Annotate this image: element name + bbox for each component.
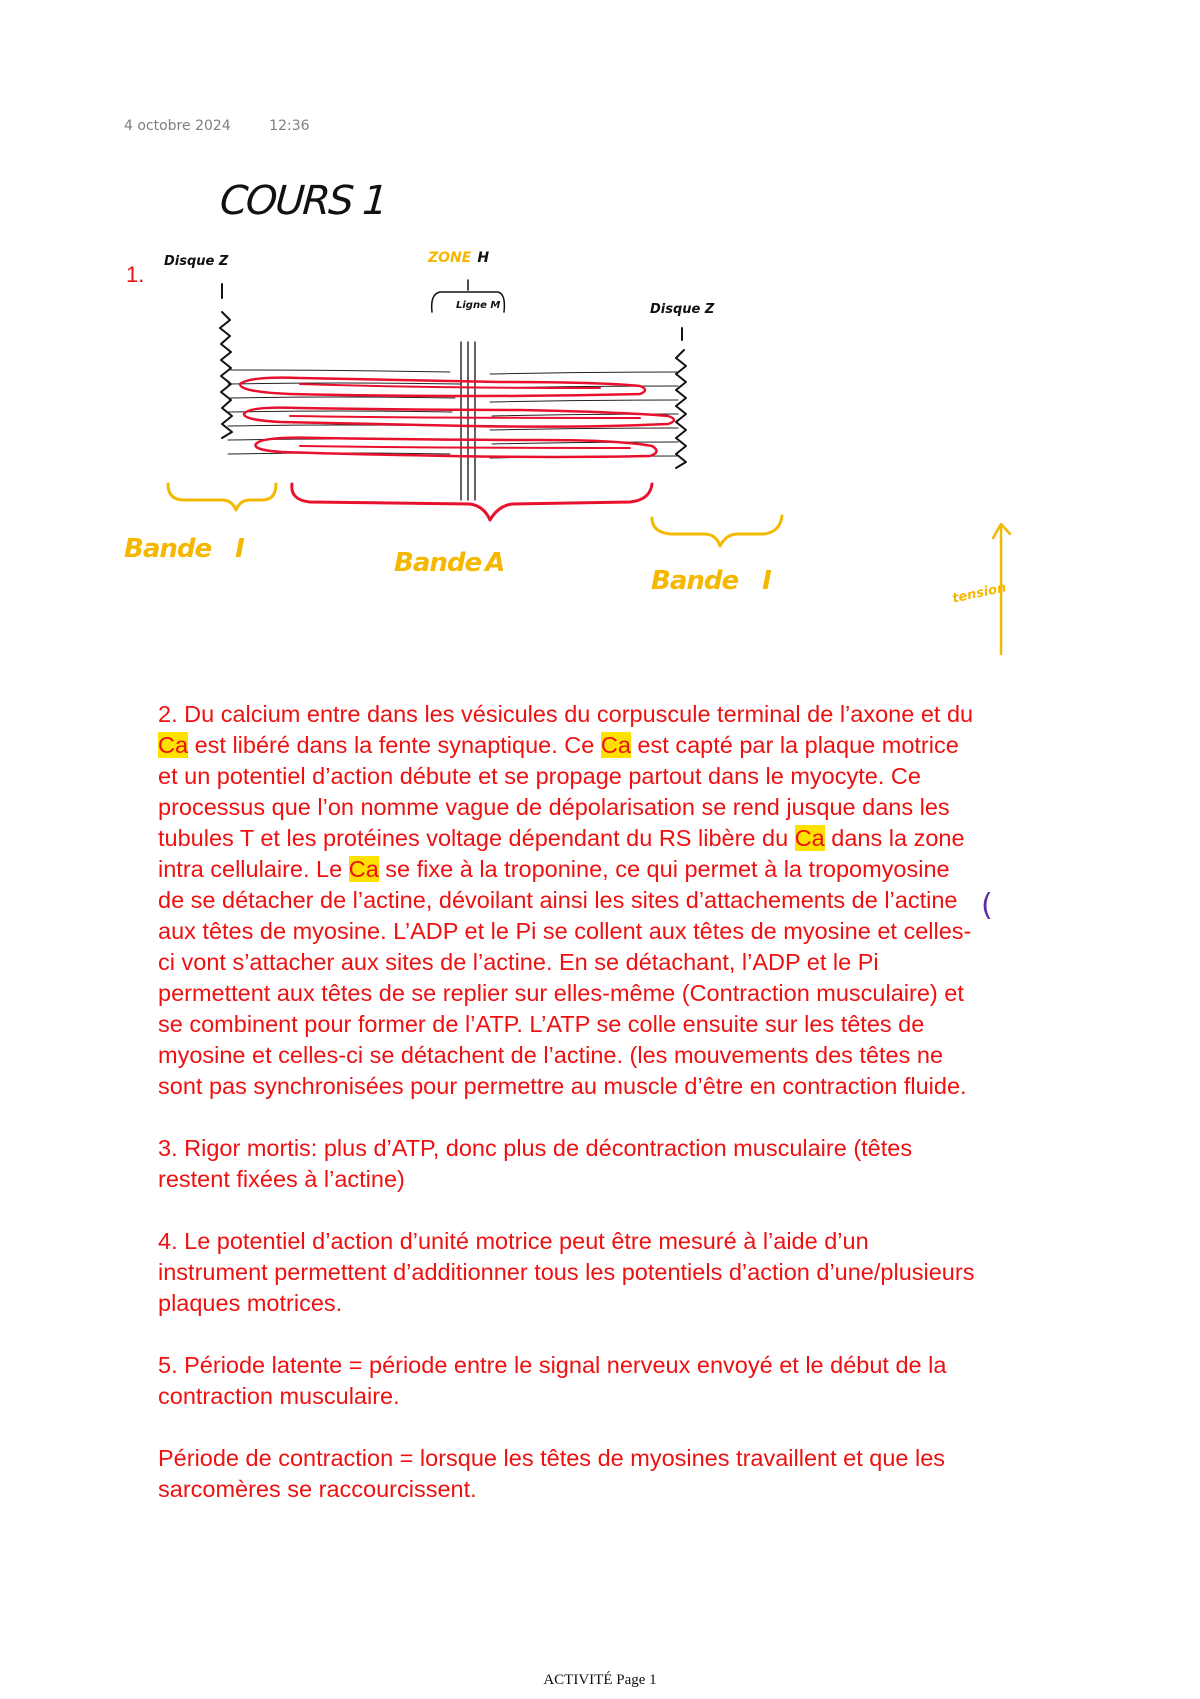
label-bande-i-right [651, 566, 771, 596]
label-zone-h [428, 250, 489, 266]
highlight-ca: Ca [794, 825, 825, 851]
answer-3: 3. Rigor mortis: plus d’ATP, donc plus de décontraction musculaire (têtes restent fixées à l’actine) [158, 1135, 913, 1192]
label-zone-text: ZONE [428, 250, 472, 266]
highlight-ca: Ca [348, 856, 379, 882]
brace-bande-a [292, 484, 652, 520]
myosin-1b [300, 384, 600, 388]
myosin-2b [290, 416, 640, 418]
myosin-3b [300, 446, 630, 448]
answer-2-part: est capté par la plaque motrice et un potentiel d’action débute et se propage partout dans le myocyte. Ce processus que l’on nomme vague de dépolarisation se rend jusque dans les tubules T et les protéines voltage dépendant du RS libère du [158, 732, 959, 851]
drawing-title: COURS 1 [218, 178, 388, 224]
label-zone-letter: H [477, 250, 490, 266]
actin-right-5 [490, 428, 678, 430]
page-footer [0, 1672, 1200, 1689]
item-number-1: 1. [126, 262, 145, 287]
label-disque-z-right: Disque Z [650, 302, 715, 317]
label-bande-a-word: Bande [394, 548, 482, 578]
actin-left-2 [228, 383, 460, 384]
actin-right-3 [490, 400, 678, 402]
answer-2 [158, 699, 978, 1102]
footer-section: ACTIVITÉ [543, 1672, 613, 1688]
z-disc-left-zigzag [220, 312, 232, 438]
label-bande-i-right-word: Bande [651, 566, 739, 596]
note-date: 4 octobre 2024 [124, 118, 231, 134]
actin-right-1 [490, 372, 678, 374]
actin-left-1 [228, 370, 450, 372]
actin-left-3 [228, 397, 455, 398]
answer-4: 4. Le potentiel d’action d’unité motrice peut être mesuré à l’aide d’un instrument permettent d’additionner tous les potentiels d’action d’une/plusieurs plaques motrices. [158, 1228, 975, 1316]
footer-page-number: Page 1 [616, 1672, 657, 1688]
note-time: 12:36 [269, 118, 310, 134]
answer-2-part: dans la zone intra cellulaire. Le [158, 825, 965, 882]
brace-bande-i-left [168, 484, 276, 510]
actin-right-6 [492, 442, 678, 444]
sarcomere-drawing [0, 0, 1200, 680]
label-tension: tension [951, 580, 1008, 607]
answer-2-part: se fixe à la troponine, ce qui permet à la tropomyosine de se détacher de l’actine, dévoilant ainsi les sites d’attachements de l’actine aux têtes de myosine. L’ADP et le Pi se collent aux têtes de myosine et celles-ci vont s’attacher aux sites de l’actine. En se détachant, l’ADP et le Pi permettent aux têtes de se replier sur elles-même (Contraction musculaire) et se combinent pour former de l’ATP. L’ATP se colle ensuite sur les têtes de myosine et celles-ci se détachent de l’actine. (les mouvements des têtes ne sont pas synchronisées pour permettre au muscle d’être en contraction fluide. [158, 856, 972, 1099]
highlight-ca: Ca [158, 732, 189, 758]
answers-text [158, 699, 978, 1536]
purple-ink-mark: ( [981, 888, 993, 923]
answer-2-part: est libéré dans la fente synaptique. Ce [188, 732, 601, 758]
label-bande-i-left-letter: I [235, 534, 244, 564]
label-bande-i-left-word: Bande [124, 534, 212, 564]
label-bande-i-left [124, 534, 244, 564]
label-bande-a [394, 548, 504, 578]
answer-5: 5. Période latente = période entre le signal nerveux envoyé et le début de la contraction musculaire. [158, 1352, 947, 1409]
actin-left-4 [228, 411, 452, 412]
label-ligne-m: Ligne M [456, 300, 501, 311]
label-disque-z-left: Disque Z [164, 254, 229, 269]
label-bande-a-letter: A [485, 548, 505, 578]
highlight-ca: Ca [600, 732, 631, 758]
z-disc-right-zigzag [676, 350, 686, 468]
brace-bande-i-right [652, 516, 782, 546]
answer-5-contraction: Période de contraction = lorsque les têtes de myosines travaillent et que les sarcomères se raccourcissent. [158, 1445, 946, 1502]
answer-2-part: 2. Du calcium entre dans les vésicules du corpuscule terminal de l’axone et du [158, 701, 974, 727]
label-bande-i-right-letter: I [762, 566, 771, 596]
